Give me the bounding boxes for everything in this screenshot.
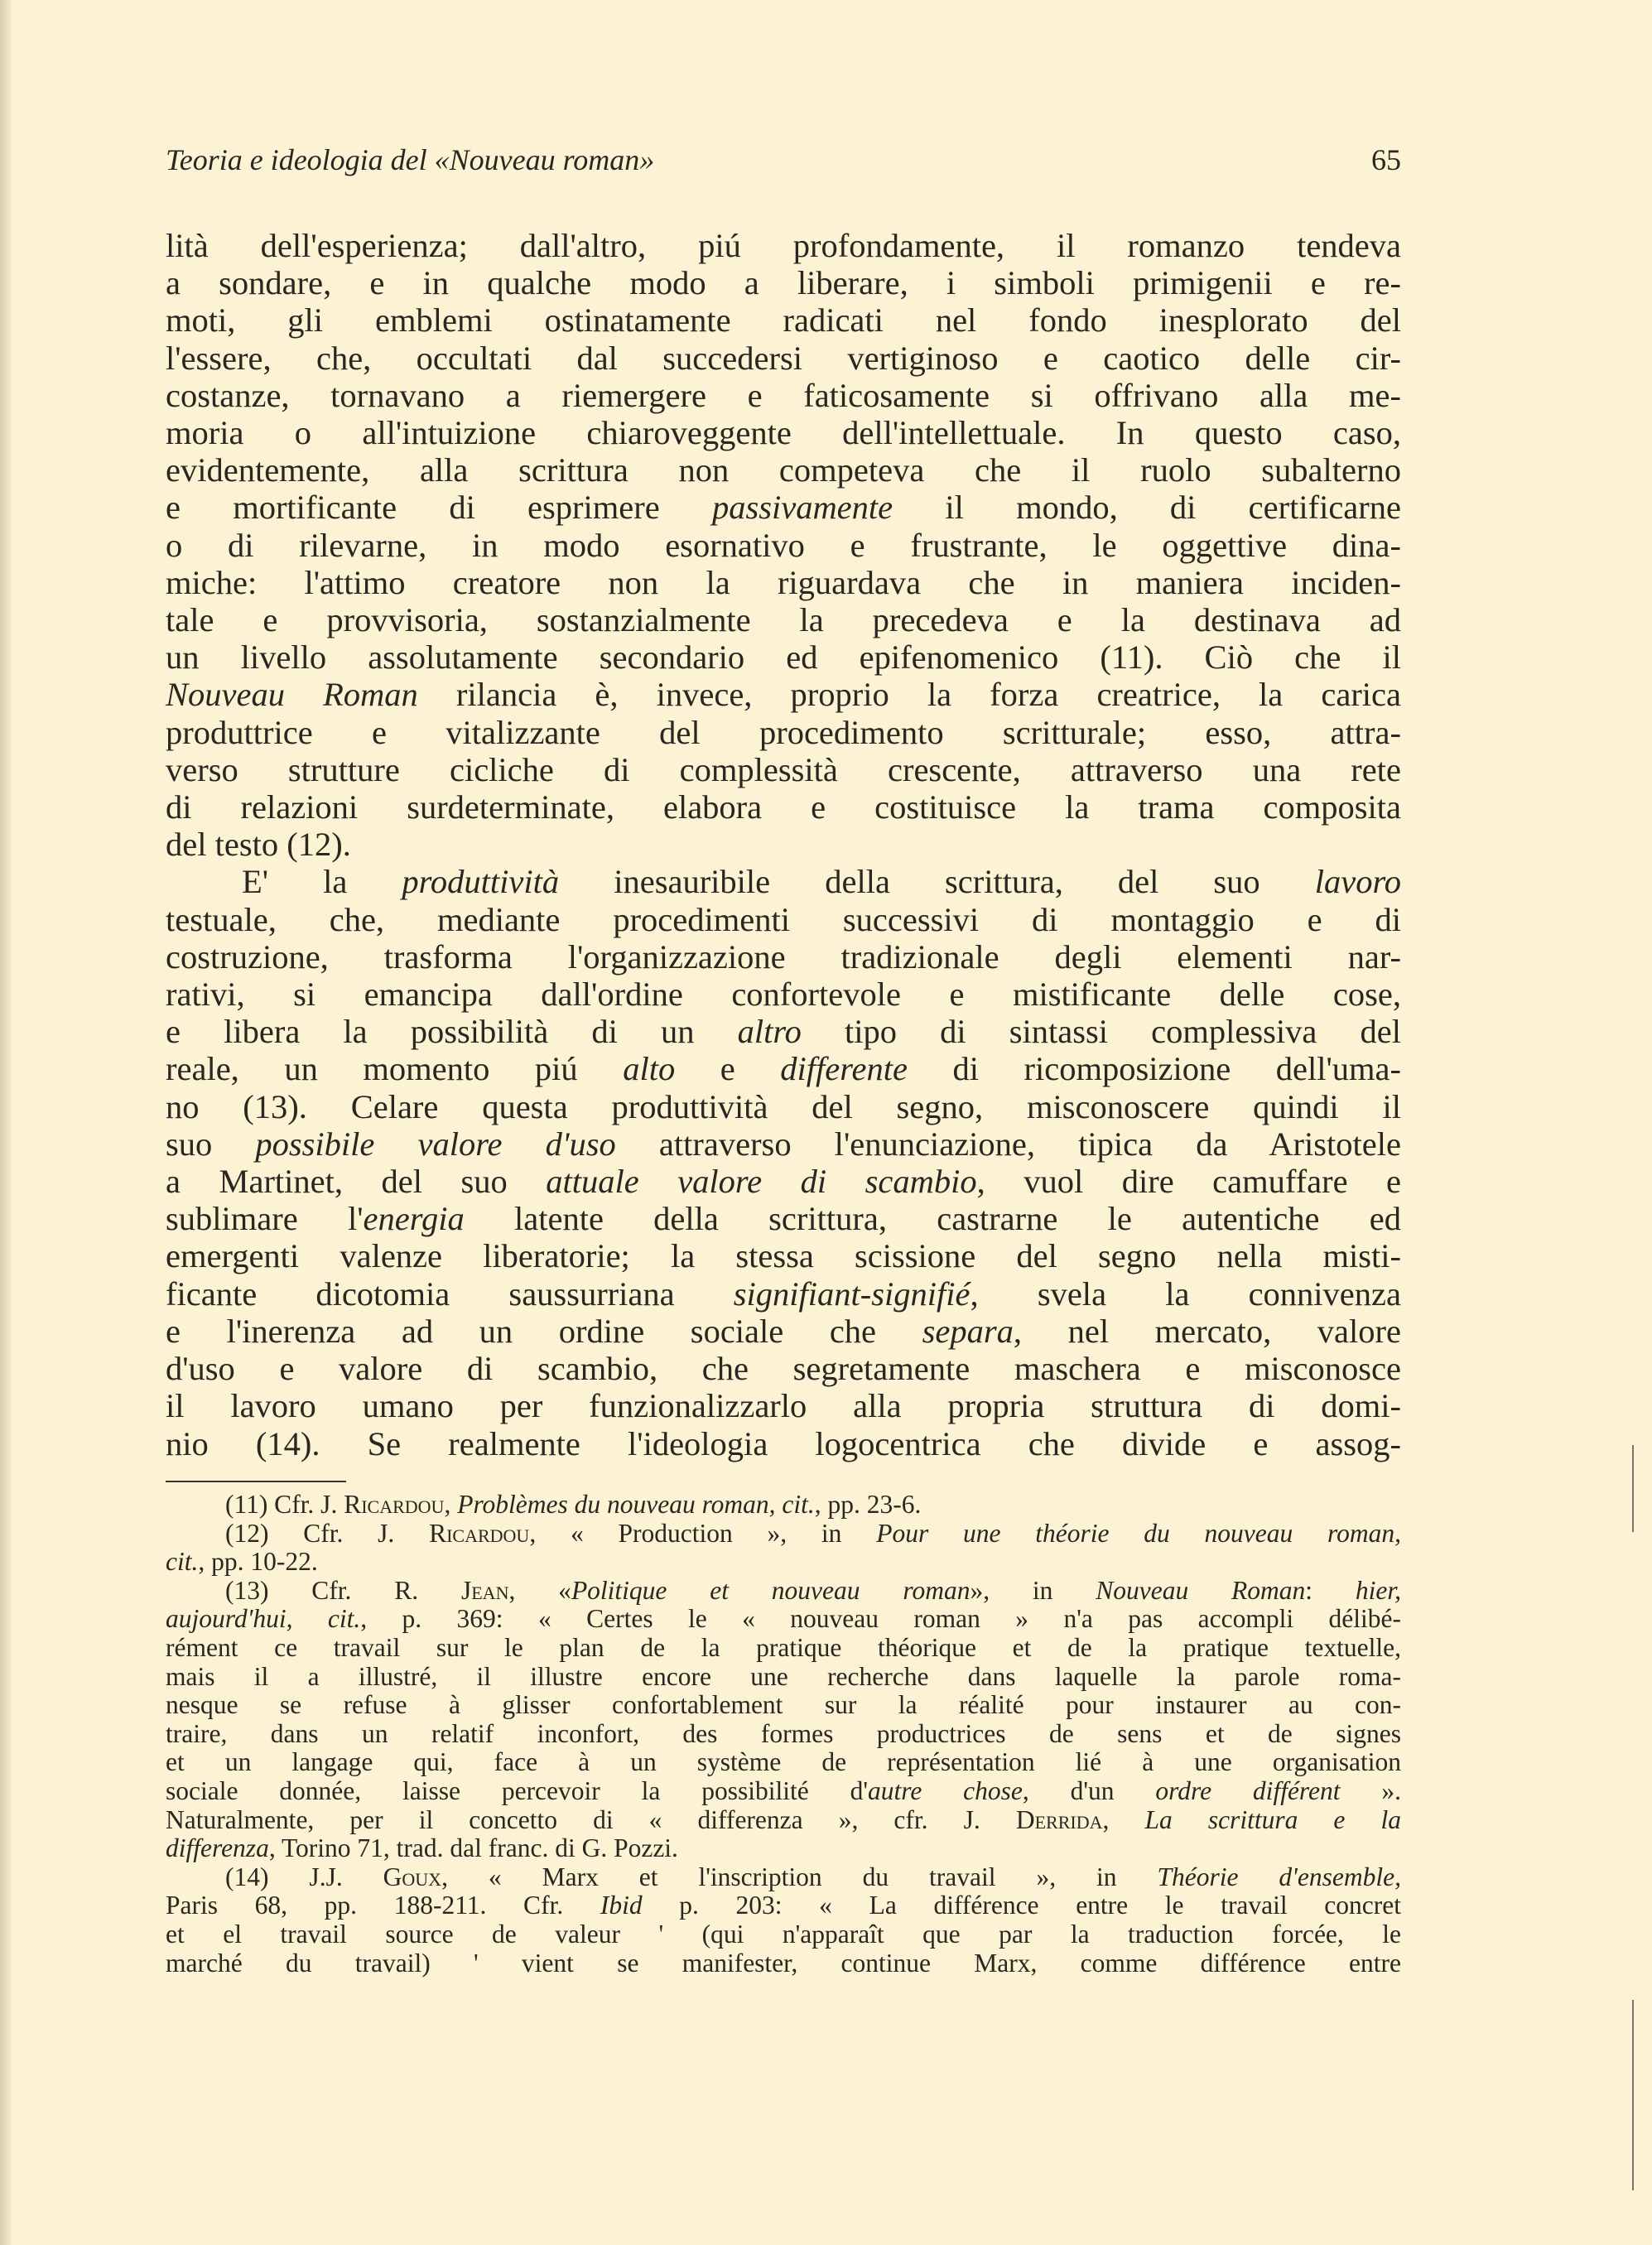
margin-rule: [1632, 2000, 1634, 2190]
footnotes: [166, 1491, 1401, 1978]
text-line: o di rilevarne, in modo esornativo e frustrante, le oggettive dina-: [166, 526, 1401, 564]
footnote-13: (13) Cfr. R. Jean, «Politique et nouveau roman», in Nouveau Roman: hier,: [225, 1575, 1402, 1605]
text-line: di relazioni surdeterminate, elabora e costituisce la trama composita: [166, 788, 1401, 826]
text-line: rativi, si emancipa dall'ordine confortevole e mistificante delle cose,: [166, 976, 1401, 1014]
text-line: moria o all'intuizione chiaroveggente dell'intellettuale. In questo caso,: [166, 414, 1401, 452]
margin-rule: [1632, 1445, 1634, 1532]
footnote-line: aujourd'hui, cit., p. 369: « Certes le « nouveau roman » n'a pas accompli délibé-: [166, 1604, 1401, 1634]
footnote-line: sociale donnée, laisse percevoir la possibilité d'autre chose, d'un ordre différent ».: [166, 1775, 1401, 1805]
footnote-line: mais il a illustré, il illustre encore une recherche dans laquelle la parole roma-: [166, 1661, 1401, 1691]
text-line: verso strutture cicliche di complessità crescente, attraverso una rete: [166, 750, 1401, 788]
footnote-line: nesque se refuse à glisser confortablement sur la réalité pour instaurer au con-: [166, 1690, 1401, 1720]
text-line: E' la produttività inesauribile della scrittura, del suo lavoro: [242, 863, 1402, 901]
footnote-line: et un langage qui, face à un système de représentation lié à une organisation: [166, 1747, 1401, 1777]
text-line: sublimare l'energia latente della scrittura, castrarne le autentiche ed: [166, 1200, 1401, 1238]
text-line: un livello assolutamente secondario ed epifenomenico (11). Ciò che il: [166, 638, 1401, 677]
text-line: testuale, che, mediante procedimenti successivi di montaggio e di: [166, 900, 1401, 938]
text-line: no (13). Celare questa produttività del segno, misconoscere quindi il: [166, 1087, 1401, 1125]
text-line: costruzione, trasforma l'organizzazione tradizionale degli elementi nar-: [166, 937, 1401, 976]
text-line: suo possibile valore d'uso attraverso l'enunciazione, tipica da Aristotele: [166, 1125, 1402, 1163]
text-line: Nouveau Roman rilancia è, invece, proprio la forza creatrice, la carica: [166, 676, 1402, 714]
footnote-line: marché du travail) ' vient se manifester, continue Marx, comme différence entre: [166, 1948, 1401, 1978]
text-line: tale e provvisoria, sostanzialmente la precedeva e la destinava ad: [166, 601, 1401, 639]
running-header: [166, 142, 1401, 181]
running-title: Teoria e ideologia del «Nouveau roman»: [166, 143, 655, 176]
page-number: 65: [1371, 143, 1401, 176]
text-line: evidentemente, alla scrittura non competeva che il ruolo subalterno: [166, 451, 1401, 489]
text-line: ficante dicotomia saussurriana signifiant-signifié, svela la connivenza: [166, 1274, 1401, 1313]
footnote-line: rément ce travail sur le plan de la pratique théorique et de la pratique textuelle,: [166, 1632, 1401, 1662]
text-line: emergenti valenze liberatorie; la stessa scissione del segno nella misti-: [166, 1237, 1401, 1275]
text-line: produttrice e vitalizzante del procedimento scritturale; esso, attra-: [166, 713, 1401, 751]
footnote-line: Naturalmente, per il concetto di « differenza », cfr. J. Derrida, La scrittura e la: [166, 1804, 1401, 1834]
text-line: del testo (12).: [166, 826, 351, 864]
footnote-line: Paris 68, pp. 188-211. Cfr. Ibid p. 203: « La différence entre le travail concret: [166, 1891, 1401, 1920]
text-line: nio (14). Se realmente l'ideologia logocentrica che divide e assog-: [166, 1424, 1401, 1462]
text-line: costanze, tornavano a riemergere e faticosamente si offrivano alla me-: [166, 376, 1401, 414]
footnote-line: differenza, Torino 71, trad. dal franc. di G. Pozzi.: [166, 1833, 678, 1863]
text-line: a Martinet, del suo attuale valore di scambio, vuol dire camuffare e: [166, 1163, 1402, 1201]
footnote-11: (11) Cfr. J. Ricardou, Problèmes du nouveau roman, cit., pp. 23-6.: [225, 1490, 922, 1519]
footnote-12: (12) Cfr. J. Ricardou, « Production », in Pour une théorie du nouveau roman,: [225, 1518, 1401, 1548]
text-line: miche: l'attimo creatore non la riguardava che in maniera inciden-: [166, 563, 1401, 601]
footnote-14: (14) J.J. Goux, « Marx et l'inscription du travail », in Théorie d'ensemble,: [225, 1862, 1401, 1891]
text-line: l'essere, che, occultati dal succedersi vertiginoso e caotico delle cir-: [166, 339, 1401, 377]
text-line: moti, gli emblemi ostinatamente radicati nel fondo inesplorato del: [166, 301, 1401, 340]
footnote-line: traire, dans un relatif inconfort, des formes productrices de sens et de signes: [166, 1718, 1401, 1748]
text-line: a sondare, e in qualche modo a liberare, i simboli primigenii e re-: [166, 264, 1401, 302]
footnote-separator: [166, 1481, 346, 1482]
text-line: e mortificante di esprimere passivamente il mondo, di certificarne: [166, 489, 1401, 527]
text-line: e libera la possibilità di un altro tipo di sintassi complessiva del: [166, 1013, 1401, 1051]
main-text: [166, 227, 1401, 1462]
text-line: il lavoro umano per funzionalizzarlo alla propria struttura di domi-: [166, 1387, 1401, 1425]
text-line: d'uso e valore di scambio, che segretamente maschera e misconosce: [166, 1350, 1401, 1388]
footnote-line: cit., pp. 10-22.: [166, 1547, 318, 1577]
text-line: lità dell'esperienza; dall'altro, piú profondamente, il romanzo tendeva: [166, 227, 1401, 264]
page-edge: [0, 0, 12, 2245]
text-line: reale, un momento piú alto e differente di ricomposizione dell'uma-: [166, 1050, 1402, 1088]
text-line: e l'inerenza ad un ordine sociale che separa, nel mercato, valore: [166, 1312, 1401, 1350]
footnote-line: et el travail source de valeur ' (qui n'apparaît que par la traduction forcée, le: [166, 1919, 1401, 1949]
